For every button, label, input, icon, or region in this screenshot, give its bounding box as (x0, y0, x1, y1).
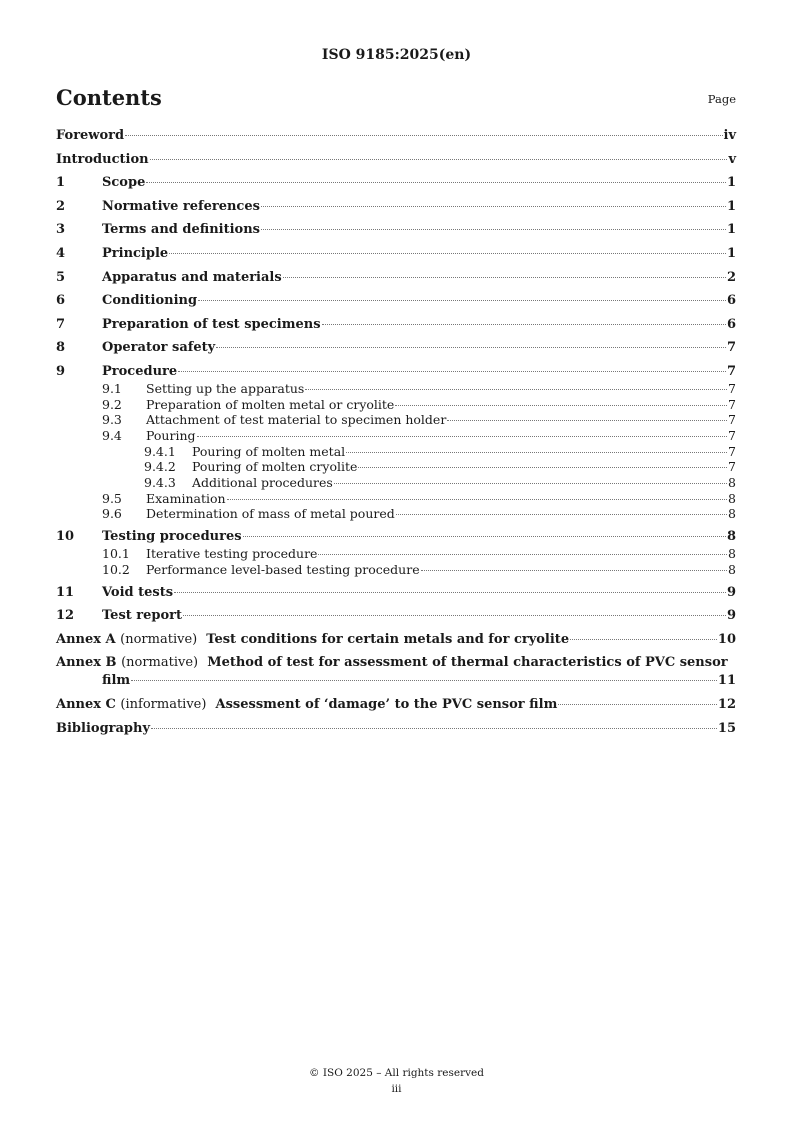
dot-leader (558, 704, 717, 705)
toc-entry-9-4-1[interactable]: 9.4.1 Pouring of molten metal 7 (144, 443, 736, 459)
dot-leader (395, 405, 727, 406)
table-of-contents (56, 128, 736, 744)
dot-leader (396, 514, 727, 515)
toc-entry-clause-10[interactable]: 10 Testing procedures 8 (56, 529, 736, 545)
dot-leader (151, 728, 717, 729)
toc-entry-clause-4[interactable]: 4 Principle 1 (56, 245, 736, 261)
toc-entry-clause-12[interactable]: 12 Test report 9 (56, 608, 736, 624)
dot-leader (421, 570, 727, 571)
dot-leader (334, 483, 727, 484)
dot-leader (261, 229, 726, 230)
dot-leader (261, 206, 726, 207)
dot-leader (227, 499, 727, 500)
toc-entry-10-1[interactable]: 10.1 Iterative testing procedure 8 (102, 546, 736, 562)
toc-entry-clause-7[interactable]: 7 Preparation of test specimens 6 (56, 316, 736, 332)
page-number: iii (391, 1083, 402, 1095)
dot-leader (131, 680, 717, 681)
dot-leader (570, 639, 717, 640)
toc-entry-9-4-3[interactable]: 9.4.3 Additional procedures 8 (144, 475, 736, 491)
toc-entry-clause-6[interactable]: 6 Conditioning 6 (56, 293, 736, 309)
toc-entry-9-6[interactable]: 9.6 Determination of mass of metal poured 8 (102, 506, 736, 522)
dot-leader (198, 300, 726, 301)
toc-entry-clause-8[interactable]: 8 Operator safety 7 (56, 340, 736, 356)
dot-leader (322, 324, 726, 325)
dot-leader (283, 277, 726, 278)
dot-leader (183, 615, 726, 616)
toc-entry-9-5[interactable]: 9.5 Examination 8 (102, 490, 736, 506)
dot-leader (346, 452, 727, 453)
toc-entry-clause-11[interactable]: 11 Void tests 9 (56, 584, 736, 600)
dot-leader (318, 554, 727, 555)
dot-leader (216, 347, 726, 348)
page-title: Contents (56, 85, 162, 110)
toc-entry-9-4-2[interactable]: 9.4.2 Pouring of molten cryolite 7 (144, 459, 736, 475)
toc-entry-annex-c[interactable]: Annex C (informative) Assessment of ‘damage’ to the PVC sensor film 12 (56, 697, 736, 713)
toc-entry-annex-a[interactable]: Annex A (normative) Test conditions for certain metals and for cryolite 10 (56, 631, 736, 647)
toc-entry-clause-1[interactable]: 1 Scope 1 (56, 175, 736, 191)
toc-entry-annex-b[interactable]: Annex B (normative) Method of test for assessment of thermal characteristics of PVC sensor (56, 655, 728, 671)
page-footer (0, 1067, 793, 1099)
dot-leader (197, 436, 728, 437)
toc-entry-clause-5[interactable]: 5 Apparatus and materials 2 (56, 269, 736, 285)
toc-entry-annex-b-continued[interactable]: film 11 (102, 673, 736, 689)
page-column-label: Page (707, 92, 736, 106)
toc-entry-9-3[interactable]: 9.3 Attachment of test material to specimen holder 7 (102, 412, 736, 428)
dot-leader (447, 420, 727, 421)
dot-leader (243, 536, 726, 537)
toc-entry-bibliography[interactable]: Bibliography 15 (56, 720, 736, 736)
dot-leader (174, 592, 726, 593)
toc-entry-9-4[interactable]: 9.4 Pouring 7 (102, 428, 736, 443)
copyright-notice: © ISO 2025 – All rights reserved (309, 1067, 484, 1079)
toc-entry-10-2[interactable]: 10.2 Performance level-based testing procedure 8 (102, 561, 736, 577)
toc-entry-9-1[interactable]: 9.1 Setting up the apparatus 7 (102, 380, 736, 396)
dot-leader (150, 159, 728, 160)
dot-leader (178, 371, 726, 372)
dot-leader (358, 467, 727, 468)
toc-entry-clause-2[interactable]: 2 Normative references 1 (56, 198, 736, 214)
toc-entry-clause-9[interactable]: 9 Procedure 7 (56, 363, 736, 379)
toc-entry-introduction[interactable]: Introduction v (56, 151, 736, 167)
toc-entry-foreword[interactable]: Foreword iv (56, 128, 736, 143)
dot-leader (125, 135, 722, 136)
toc-entry-clause-3[interactable]: 3 Terms and definitions 1 (56, 222, 736, 238)
document-header: ISO 9185:2025(en) (321, 47, 472, 63)
dot-leader (146, 182, 726, 183)
toc-entry-9-2[interactable]: 9.2 Preparation of molten metal or cryolite 7 (102, 396, 736, 412)
dot-leader (305, 389, 727, 390)
dot-leader (169, 253, 726, 254)
